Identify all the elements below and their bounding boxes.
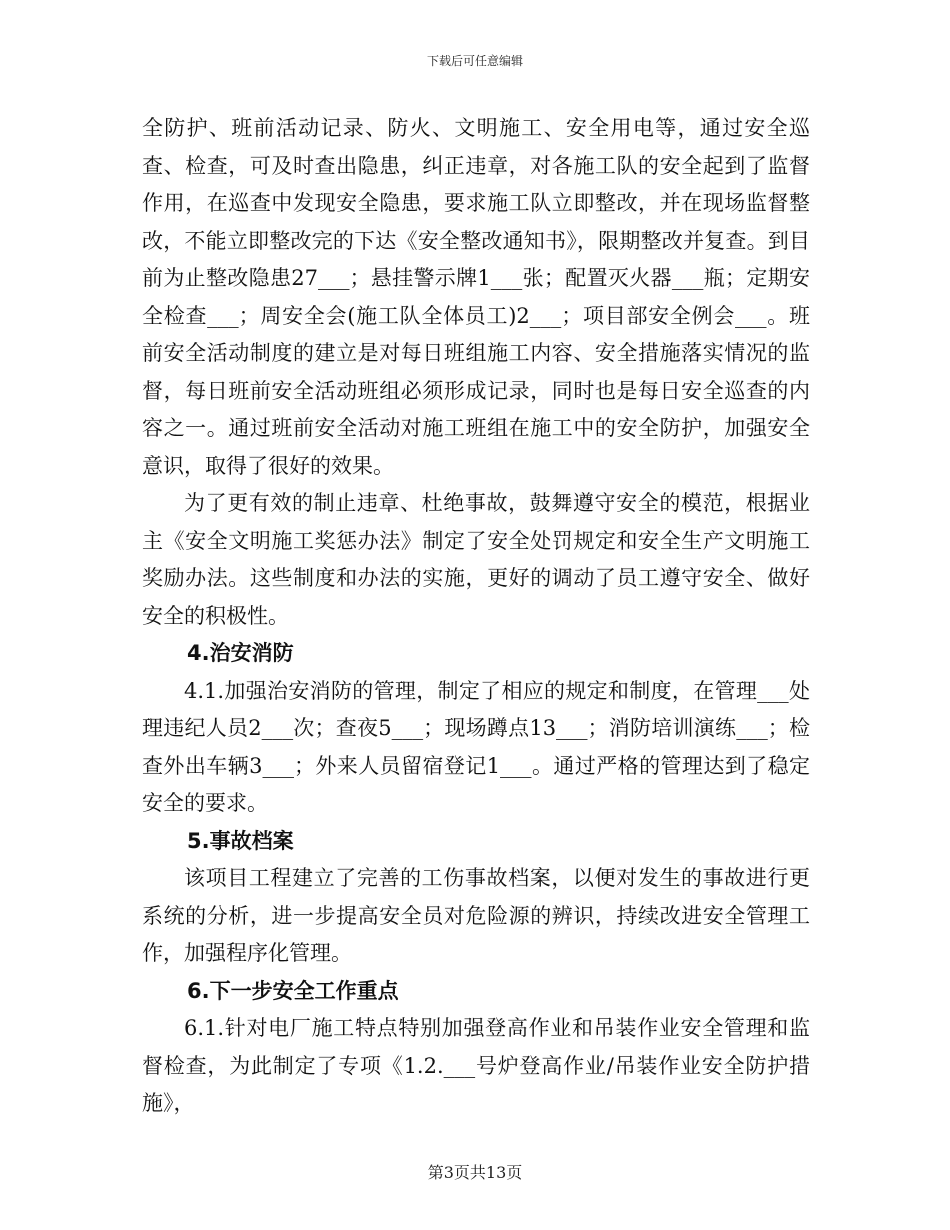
page-number: 第3页共13页 xyxy=(427,1163,523,1182)
section-heading-fire-security: 4.治安消防 xyxy=(187,641,294,665)
section-heading-accident-records: 5.事故档案 xyxy=(187,828,294,853)
paragraph-rewards-penalties: 为了更有效的制止违章、杜绝事故，鼓舞遵守安全的模范，根据业主《安全文明施工奖惩办法》制定了安全处罚规定和安全生产文明施工奖励办法。这些制度和办法的实施，更好的调动了员工遵守安全、做好安全的积极性。 xyxy=(142,491,810,628)
paragraph-safety-inspection: 全防护、班前活动记录、防火、文明施工、安全用电等，通过安全巡查、检查，可及时查出隐患，纠正违章，对各施工队的安全起到了监督作用，在巡查中发现安全隐患，要求施工队立即整改，并在现场监督整改，不能立即整改完的下达《安全整改通知书》，限期整改并复查。到目前为止整改隐患27___；悬挂警示牌1___张；配置灭火器___瓶；定期安全检查___；周安全会(施工队全体员工)2___；项目部安全例会___。班前安全活动制度的建立是对每日班组施工内容、安全措施落实情况的监督，每日班前安全活动班组必须形成记录，同时也是每日安全巡查的内容之一。通过班前安全活动对施工班组在施工中的安全防护，加强安全意识，取得了很好的效果。 xyxy=(142,116,810,478)
document-body xyxy=(142,110,810,1123)
paragraph-fire-security: 4.1.加强治安消防的管理，制定了相应的规定和制度，在管理___处理违纪人员2___次；查夜5___；现场蹲点13___；消防培训演练___；检查外出车辆3___；外来人员留宿登记1___。通过严格的管理达到了稳定安全的要求。 xyxy=(142,678,810,815)
paragraph-accident-records: 该项目工程建立了完善的工伤事故档案，以便对发生的事故进行更系统的分析，进一步提高安全员对危险源的辨识，持续改进安全管理工作，加强程序化管理。 xyxy=(142,866,810,965)
paragraph-next-steps: 6.1.针对电厂施工特点特别加强登高作业和吊装作业安全管理和监督检查，为此制定了专项《1.2.___号炉登高作业/吊装作业安全防护措施》， xyxy=(142,1016,810,1115)
page-header: 下载后可任意编辑 xyxy=(426,54,523,68)
section-heading-next-steps: 6.下一步安全工作重点 xyxy=(187,978,399,1003)
